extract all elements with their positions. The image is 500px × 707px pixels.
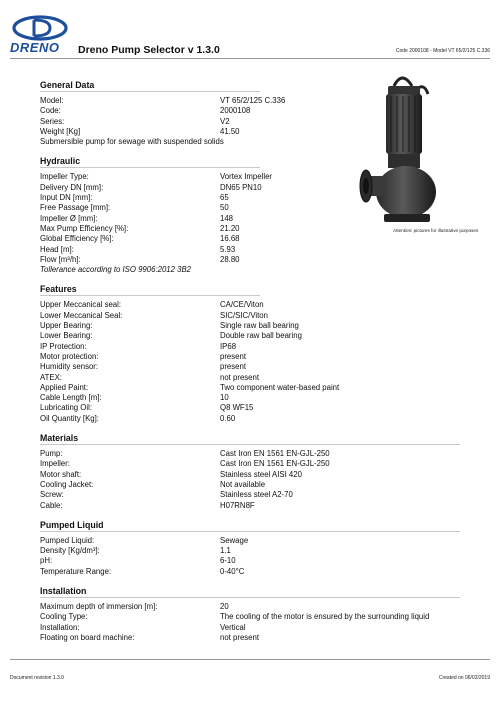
data-row xyxy=(40,245,460,255)
row-value: VT 65/2/125 C.336 xyxy=(220,96,286,105)
data-row xyxy=(40,623,460,633)
row-label: pH: xyxy=(40,556,53,566)
section-pumped-liquid xyxy=(40,520,460,577)
section-hydraulic xyxy=(40,156,460,275)
row-value: Stainless steel AISI 420 xyxy=(220,469,302,479)
row-value: Cast Iron EN 1561 EN-GJL-250 xyxy=(220,449,330,459)
section-heading: Materials xyxy=(40,433,460,445)
data-row xyxy=(40,331,460,341)
footer-divider xyxy=(10,659,490,660)
row-value: 20 xyxy=(220,601,229,611)
logo-wordmark: DRENO xyxy=(10,40,60,55)
data-row xyxy=(40,612,460,622)
data-row xyxy=(40,127,460,137)
row-value: DN65 PN10 xyxy=(220,182,262,192)
row-value: not present xyxy=(220,372,260,382)
section-heading: Installation xyxy=(40,586,460,598)
row-label: Installation: xyxy=(40,622,80,632)
row-value: 16.68 xyxy=(220,234,240,244)
data-row xyxy=(40,224,460,234)
row-value: 1.1 xyxy=(220,546,231,556)
row-label: Global Efficiency [%]: xyxy=(40,234,114,244)
row-value: 41.50 xyxy=(220,126,240,136)
row-label: Head [m]: xyxy=(40,244,74,254)
row-label: Free Passage [mm]: xyxy=(40,203,111,213)
row-label: Flow [m³/h]: xyxy=(40,254,81,264)
data-row xyxy=(40,480,460,490)
tolerance-note: Tollerance according to ISO 9906:2012 3B2 xyxy=(40,265,191,275)
data-row xyxy=(40,633,460,643)
row-value: 21.20 xyxy=(220,223,240,233)
pump-description: Submersible pump for sewage with suspended solids xyxy=(40,137,224,147)
row-label: Impeller: xyxy=(40,459,70,469)
row-value: 2000108 xyxy=(220,106,251,116)
row-label: Screw: xyxy=(40,490,64,500)
row-label: Maximum depth of immersion [m]: xyxy=(40,601,158,611)
row-value: Single raw ball bearing xyxy=(220,321,299,331)
row-label: Input DN [mm]: xyxy=(40,193,93,203)
data-row xyxy=(40,414,460,424)
row-value: Vortex Impeller xyxy=(220,172,273,182)
row-label: Applied Paint: xyxy=(40,382,89,392)
row-value: Not available xyxy=(220,479,266,489)
data-row xyxy=(40,255,460,265)
data-row xyxy=(40,556,460,566)
row-value: Vertical xyxy=(220,622,246,632)
row-label: Lower Meccanical Seal: xyxy=(40,310,123,320)
data-row xyxy=(40,203,460,213)
creation-date: Created on 06/02/2019 xyxy=(438,675,490,681)
row-label: Motor protection: xyxy=(40,351,99,361)
row-value: 148 xyxy=(220,213,234,223)
row-value: SIC/SIC/Viton xyxy=(220,310,268,320)
data-row xyxy=(40,459,460,469)
row-label: Oil Quantity [Kg]: xyxy=(40,413,99,423)
data-row xyxy=(40,546,460,556)
data-row xyxy=(40,352,460,362)
row-label: Weight [Kg] xyxy=(40,126,81,136)
row-value: 65 xyxy=(220,193,229,203)
row-value: H07RN8F xyxy=(220,500,255,510)
page-title: Dreno Pump Selector v 1.3.0 xyxy=(78,44,220,56)
row-value: present xyxy=(220,351,247,361)
row-value: V2 xyxy=(220,116,230,126)
row-label: Cooling Jacket: xyxy=(40,479,94,489)
row-label: IP Protection: xyxy=(40,341,87,351)
section-heading: Hydraulic xyxy=(40,156,260,168)
data-row xyxy=(40,536,460,546)
data-row xyxy=(40,602,460,612)
data-row xyxy=(40,117,460,127)
data-row xyxy=(40,311,460,321)
row-label: ATEX: xyxy=(40,372,62,382)
document-revision: Document revision 1.3.0 xyxy=(10,675,64,681)
section-heading: Features xyxy=(40,284,260,296)
row-label: Pump: xyxy=(40,449,63,459)
row-label: Temperature Range: xyxy=(40,566,112,576)
row-label: Humidity sensor: xyxy=(40,362,99,372)
data-row xyxy=(40,96,460,106)
data-row xyxy=(40,501,460,511)
row-value: 6-10 xyxy=(220,556,236,566)
row-label: Impeller Ø [mm]: xyxy=(40,213,98,223)
row-label: Delivery DN [mm]: xyxy=(40,182,104,192)
row-label: Pumped Liquid: xyxy=(40,535,95,545)
row-value: 10 xyxy=(220,393,229,403)
page-header xyxy=(0,0,500,62)
data-row xyxy=(40,214,460,224)
row-value: present xyxy=(220,362,247,372)
row-value: 5.93 xyxy=(220,244,236,254)
row-label: Floating on board machine: xyxy=(40,632,135,642)
data-row xyxy=(40,300,460,310)
row-label: Upper Meccanical seal: xyxy=(40,300,122,310)
row-value: 0.60 xyxy=(220,413,236,423)
data-row xyxy=(40,567,460,577)
section-heading: General Data xyxy=(40,80,260,92)
data-row xyxy=(40,373,460,383)
row-value: Two component water-based paint xyxy=(220,382,340,392)
row-value: CA/CE/Viton xyxy=(220,300,264,310)
data-row xyxy=(40,362,460,372)
row-label: Model: xyxy=(40,96,64,105)
row-label: Lower Bearing: xyxy=(40,331,93,341)
header-divider xyxy=(10,58,490,59)
data-row xyxy=(40,183,460,193)
row-value: Stainless steel A2-70 xyxy=(220,490,293,500)
data-row xyxy=(40,383,460,393)
row-value: IP68 xyxy=(220,341,237,351)
datasheet-content xyxy=(40,80,460,652)
photo-disclaimer: Attention: pictures for illustrative purposes xyxy=(393,228,479,233)
data-row xyxy=(40,393,460,403)
row-value: 50 xyxy=(220,203,229,213)
row-label: Max Pump Efficiency [%]: xyxy=(40,223,129,233)
row-value: not present xyxy=(220,632,260,642)
section-general xyxy=(40,80,460,147)
data-row xyxy=(40,449,460,459)
data-row xyxy=(40,342,460,352)
code-reference: Code 2000108 - Model VT 65/2/125 C.336 xyxy=(395,48,490,54)
row-label: Impeller Type: xyxy=(40,172,89,182)
row-value: Q8 WF15 xyxy=(220,403,254,413)
row-label: Code: xyxy=(40,106,61,116)
data-row xyxy=(40,470,460,480)
section-features xyxy=(40,284,460,424)
row-value: 28.80 xyxy=(220,254,240,264)
row-value: 0-40°C xyxy=(220,566,245,576)
row-value: The cooling of the motor is ensured by the surrounding liquid xyxy=(220,612,430,622)
row-label: Lubricating Oil: xyxy=(40,403,93,413)
data-row xyxy=(40,193,460,203)
row-label: Series: xyxy=(40,116,65,126)
data-row xyxy=(40,172,460,182)
section-heading: Pumped Liquid xyxy=(40,520,460,532)
row-label: Cable: xyxy=(40,500,63,510)
data-row xyxy=(40,106,460,116)
row-value: Sewage xyxy=(220,535,249,545)
data-row xyxy=(40,234,460,244)
section-materials xyxy=(40,433,460,511)
section-installation xyxy=(40,586,460,643)
data-row xyxy=(40,490,460,500)
row-label: Upper Bearing: xyxy=(40,321,93,331)
row-value: Double raw ball bearing xyxy=(220,331,302,341)
data-row xyxy=(40,403,460,413)
data-row xyxy=(40,321,460,331)
row-label: Cooling Type: xyxy=(40,612,88,622)
row-value: Cast Iron EN 1561 EN-GJL-250 xyxy=(220,459,330,469)
row-label: Motor shaft: xyxy=(40,469,82,479)
row-label: Density [Kg/dm³]: xyxy=(40,546,100,556)
row-label: Cable Length [m]: xyxy=(40,393,102,403)
